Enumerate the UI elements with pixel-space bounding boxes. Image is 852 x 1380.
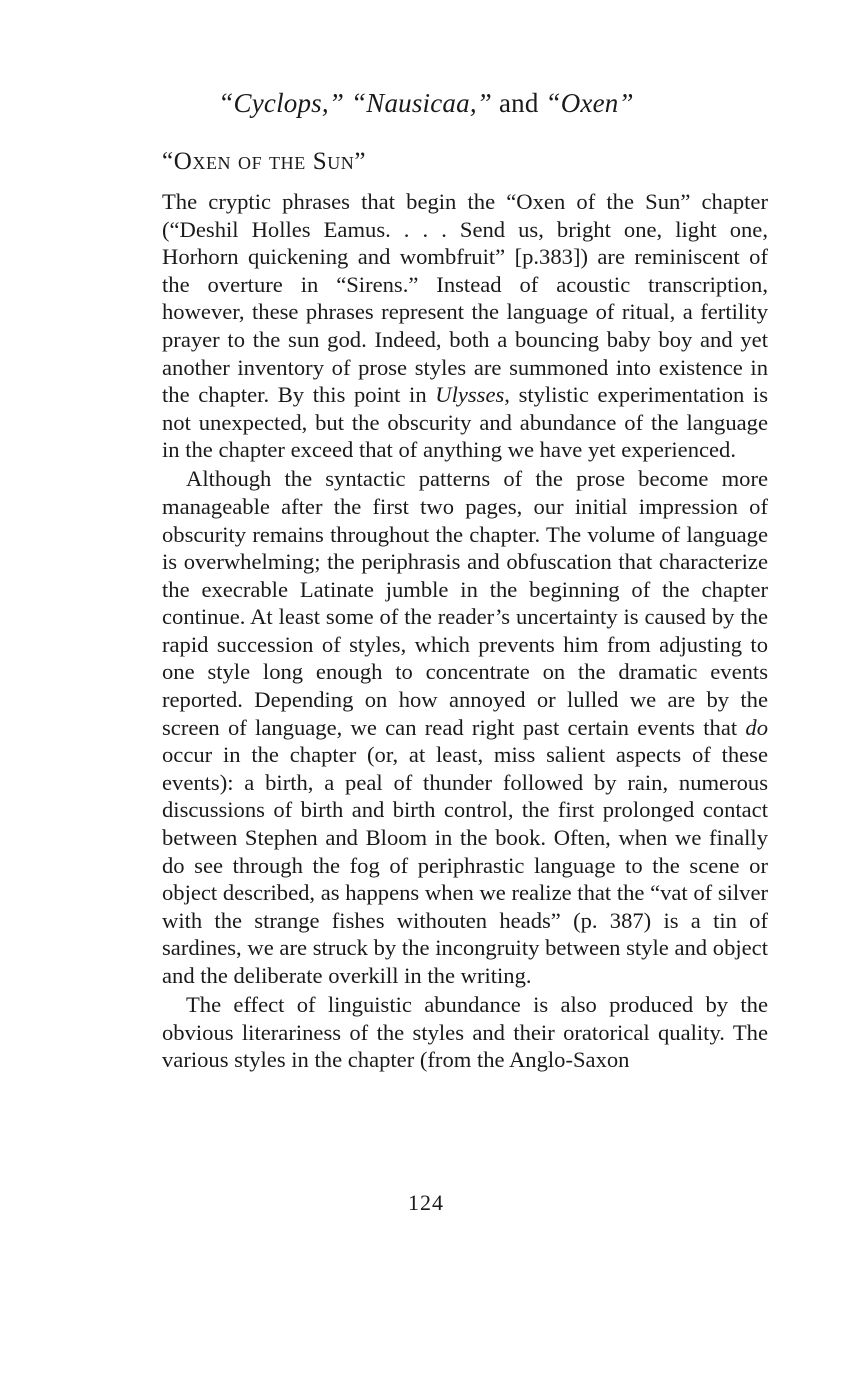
body-text — [162, 188, 768, 1074]
running-head-nausicaa: “Nausicaa,” — [351, 88, 492, 118]
page-number: 124 — [408, 1190, 444, 1215]
paragraph-2-part-1: Although the syntactic patterns of the prose become more manageable after the first two pages, our initial impression of obscurity remains throughout the chapter. The volume of language is overwhelming; the periphrasis and obfuscation that characterize the execrable Latinate jumble in the beginning of the chapter continue. At least some of the reader’s uncertainty is caused by the rapid succession of styles, which prevents him from adjusting to one style long enough to concentrate on the dramatic events reported. Depending on how annoyed or lulled we are by the screen of language, we can read right past certain events that — [162, 466, 768, 740]
paragraph-1 — [162, 188, 768, 464]
paragraph-1-italic-title: Ulysses — [435, 382, 505, 408]
paragraph-2-italic-word: do — [745, 714, 768, 740]
paragraph-3: The effect of linguistic abundance is also produced by the obvious literariness of the styles and their oratorical quality. The various styles in the chapter (from the Anglo-Saxon — [162, 992, 768, 1073]
running-head-cyclops: “Cyclops,” — [218, 88, 345, 118]
paragraph-1-part-1: The cryptic phrases that begin the “Oxen of the Sun” chapter (“Deshil Holles Eamus. . . . Send us, bright one, light one, Horhorn quickening and wombfruit” [p.383]) are reminiscent of the overture in “Sirens.” Instead of acoustic transcription, however, these phrases represent the language of ritual, a fertility prayer to the sun god. Indeed, both a bouncing baby boy and yet another inventory of prose styles are summoned into existence in the chapter. By this point in — [162, 189, 768, 408]
paragraph-2 — [162, 465, 768, 989]
section-title: “Oxen of the Sun” — [162, 148, 367, 175]
paragraph-1-part-2: , stylistic experimentation is not unexpected, but the obscurity and abundance of the language in the chapter exceed that of anything we have yet experienced. — [162, 382, 768, 463]
running-head-and: and — [498, 88, 539, 118]
paragraph-2-part-2: occur in the chapter (or, at least, miss salient aspects of these events): a birth, a peal of thunder followed by rain, numerous discussions of birth and birth control, the first prolonged contact between Stephen and Bloom in the book. Often, when we finally do see through the fog of periphrastic language to the scene or object described, as happens when we realize that the “vat of silver with the strange fishes withouten heads” (p. 387) is a tin of sardines, we are struck by the incongruity between style and object and the deliberate overkill in the writing. — [162, 742, 769, 989]
running-head — [0, 88, 852, 119]
running-head-oxen: “Oxen” — [545, 88, 634, 118]
